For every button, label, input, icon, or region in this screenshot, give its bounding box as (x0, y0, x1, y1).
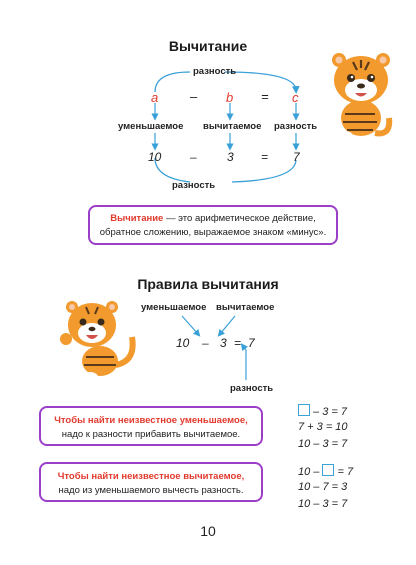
rules-number-minus: – (202, 336, 209, 350)
section-title-subtraction: Вычитание (168, 38, 248, 54)
example-subtrahend-line3: 10 – 3 = 7 (298, 498, 348, 510)
rules-number-eq: = (234, 336, 242, 350)
bottom-difference-label: разность (172, 180, 216, 191)
number-difference: 7 (293, 150, 300, 164)
rules-number-minuend: 10 (176, 336, 190, 350)
rules-number-difference: 7 (248, 336, 255, 350)
example-minuend-line1: – 3 = 7 (298, 404, 347, 418)
subtrahend-label: вычитаемое (203, 121, 262, 132)
section-title-rules: Правила вычитания (137, 276, 279, 292)
definition-term: Вычитание (110, 213, 164, 224)
rule-subtrahend-box (39, 462, 263, 502)
definition-line1: — это арифметическое действие, (163, 213, 316, 224)
rules-subtrahend-label: вычитаемое (216, 302, 275, 313)
tiger-mascot-waving-icon (60, 295, 138, 385)
number-minuend: 10 (148, 150, 162, 164)
example-minuend-line3: 10 – 3 = 7 (298, 438, 348, 450)
rules-number-subtrahend: 3 (220, 336, 227, 350)
rule-subtrahend-heading: Чтобы найти неизвестное вычитаемое, (57, 471, 245, 482)
formula-c: c (292, 90, 299, 105)
minuend-label: уменьшаемое (118, 121, 184, 132)
rules-minuend-label: уменьшаемое (141, 302, 207, 313)
rule-minuend-box (39, 406, 263, 446)
rule-minuend-heading: Чтобы найти неизвестное уменьшаемое, (54, 415, 248, 426)
example-subtrahend-line2: 10 – 7 = 3 (298, 481, 348, 493)
number-minus: – (190, 150, 197, 164)
number-subtrahend: 3 (227, 150, 234, 164)
unknown-box-icon (322, 464, 334, 476)
definition-line2: обратное сложению, выражаемое знаком «минус». (99, 227, 327, 238)
page-number: 10 (200, 523, 216, 539)
top-difference-label: разность (193, 66, 237, 77)
rule-subtrahend-text: надо из уменьшаемого вычесть разность. (58, 485, 244, 496)
rules-difference-label: разность (230, 383, 274, 394)
rule-minuend-text: надо к разности прибавить вычитаемое. (61, 429, 241, 440)
formula-eq: = (261, 89, 269, 104)
formula-b: b (226, 90, 234, 105)
formula-minus: – (190, 89, 198, 104)
difference-label: разность (274, 121, 318, 132)
example-minuend-line2: 7 + 3 = 10 (298, 421, 348, 433)
number-eq: = (261, 150, 269, 164)
unknown-box-icon (298, 404, 310, 416)
example-subtrahend-line1: 10 – = 7 (298, 466, 354, 478)
formula-a: a (151, 90, 159, 105)
